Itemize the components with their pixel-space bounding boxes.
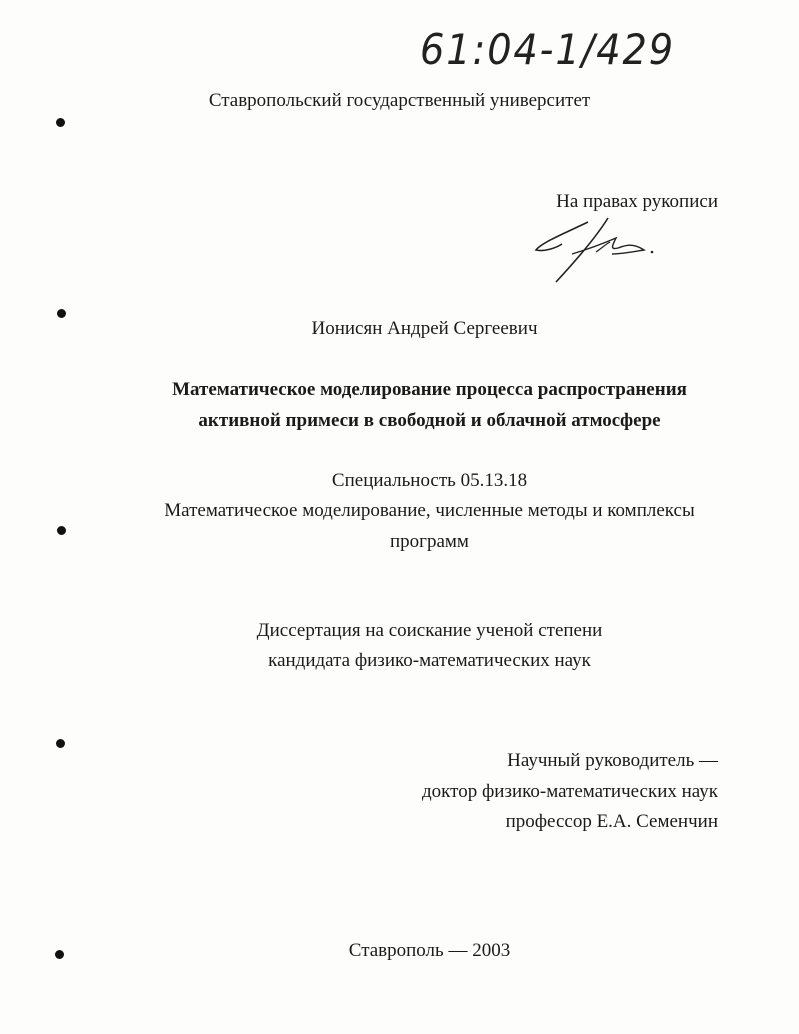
- dissertation-title-line-1: Математическое моделирование процесса распространения: [172, 379, 687, 400]
- dissertation-title-line-2: активной примеси в свободной и облачной атмосфере: [198, 410, 661, 431]
- binding-mark: [57, 526, 66, 535]
- specialty-name-line-1: Математическое моделирование, численные методы и комплексы: [164, 500, 695, 521]
- specialty-code: Специальность 05.13.18: [331, 470, 528, 491]
- binding-mark: [56, 118, 65, 127]
- advisor-line-1: Научный руководитель —: [507, 750, 718, 771]
- university-name: Ставропольский государственный университет: [208, 90, 591, 111]
- advisor-line-2: доктор физико-математических наук: [422, 781, 718, 802]
- signature: [532, 214, 662, 286]
- handwritten-archive-code: [420, 18, 690, 78]
- degree-line-2: кандидата физико-математических наук: [268, 650, 591, 671]
- binding-mark: [56, 739, 65, 748]
- degree-line-1: Диссертация на соискание ученой степени: [256, 620, 603, 641]
- advisor-line-3: профессор Е.А. Семенчин: [505, 811, 718, 832]
- author-name: Ионисян Андрей Сергеевич: [311, 318, 538, 339]
- city-year: Ставрополь — 2003: [348, 940, 511, 961]
- specialty-name-line-2: программ: [390, 531, 469, 552]
- binding-mark: [55, 950, 64, 959]
- archive-code-text: 61:04-1/429: [420, 25, 675, 74]
- manuscript-note: На правах рукописи: [556, 191, 718, 212]
- binding-mark: [57, 309, 66, 318]
